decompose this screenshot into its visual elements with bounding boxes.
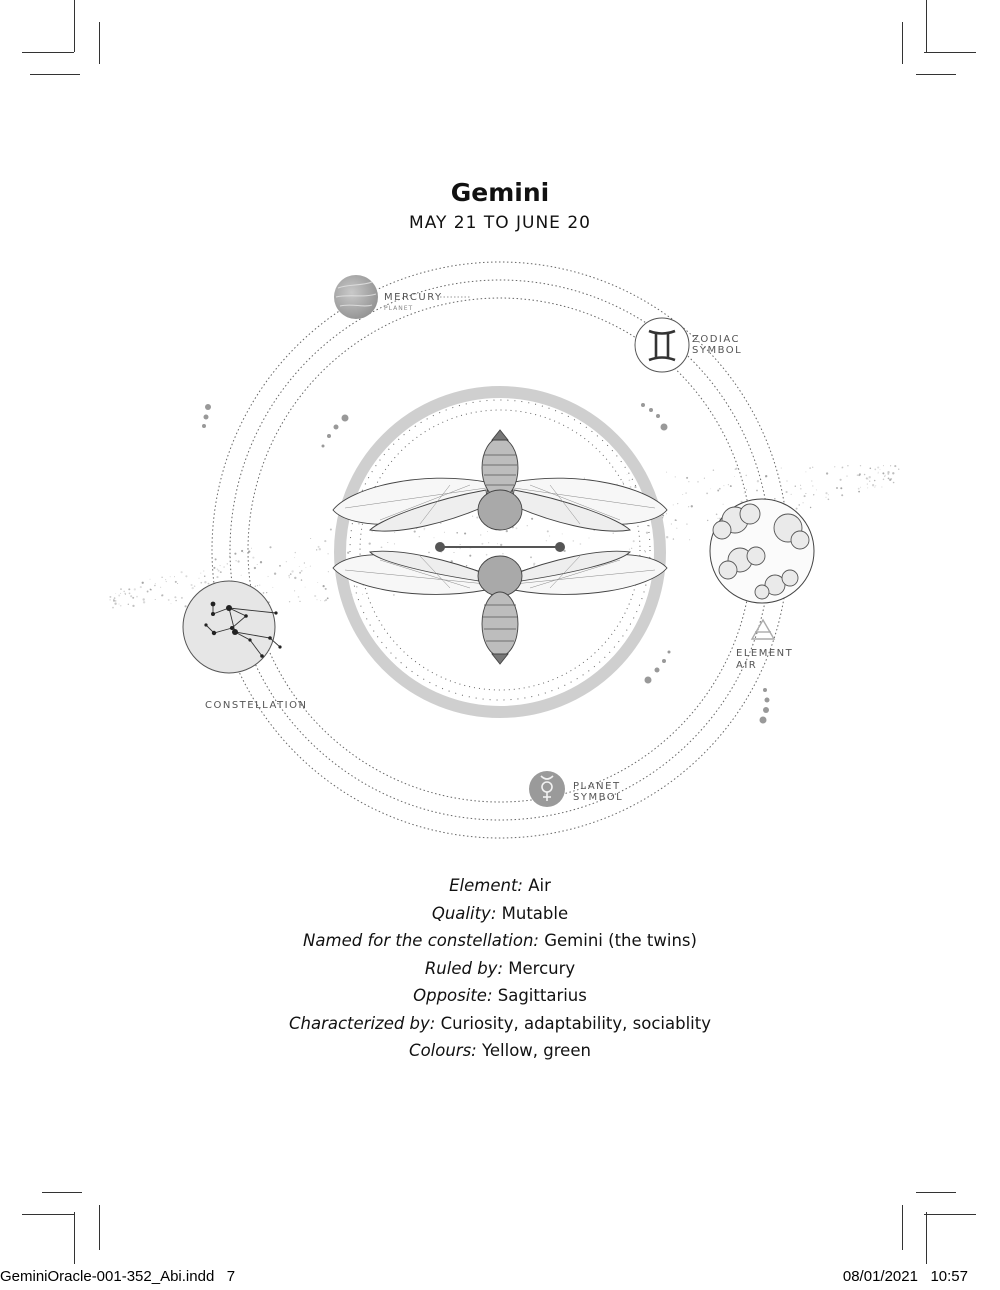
element-label-line2: AIR bbox=[736, 660, 758, 671]
crop-mark bbox=[22, 52, 74, 53]
fact-quality: Quality: Mutable bbox=[431, 903, 569, 923]
fact-colours: Colours: Yellow, green bbox=[409, 1041, 591, 1060]
fact-characterized: Characterized by: Curiosity, adaptability, sociablity bbox=[288, 1013, 711, 1033]
page-title: Gemini bbox=[450, 178, 550, 207]
crop-mark bbox=[902, 22, 903, 64]
fact-element: Element: Air bbox=[449, 876, 551, 895]
crop-mark bbox=[916, 1192, 956, 1193]
planet-symbol-badge bbox=[529, 771, 565, 807]
mercury-caption: PLANET bbox=[384, 305, 414, 312]
zodiac-symbol-badge bbox=[635, 318, 689, 372]
zodiac-label-line1: ZODIAC bbox=[692, 334, 741, 345]
crop-mark bbox=[99, 1205, 100, 1250]
crop-mark bbox=[22, 1214, 74, 1215]
constellation-label: CONSTELLATION bbox=[205, 700, 308, 711]
crop-mark bbox=[926, 0, 927, 52]
element-label-line1: ELEMENT bbox=[736, 648, 794, 659]
twin-connector bbox=[435, 542, 565, 552]
fact-opposite: Opposite: Sagittarius bbox=[413, 986, 587, 1005]
slug-timestamp: 08/01/2021 10:57 bbox=[842, 1268, 968, 1285]
mercury-label: MERCURY bbox=[384, 292, 443, 303]
fact-ruler: Ruled by: Mercury bbox=[424, 958, 576, 978]
planet-symbol-label-line2: SYMBOL bbox=[573, 792, 624, 803]
sign-facts bbox=[0, 872, 1000, 1065]
crop-mark bbox=[99, 22, 100, 64]
date-range: MAY 21 TO JUNE 20 bbox=[409, 213, 591, 233]
orbit-ring-inner bbox=[248, 298, 752, 802]
crop-mark bbox=[916, 74, 956, 75]
planet-symbol-label-line1: PLANET bbox=[573, 781, 621, 792]
crop-mark bbox=[74, 0, 75, 52]
orbit-ring-middle bbox=[230, 280, 770, 820]
constellation-badge bbox=[183, 581, 282, 673]
crop-mark bbox=[74, 1212, 75, 1264]
crop-mark bbox=[30, 74, 80, 75]
air-element-icon bbox=[752, 620, 774, 639]
crop-mark bbox=[924, 1214, 976, 1215]
slug-filename: GeminiOracle-001-352_Abi.indd 7 bbox=[0, 1268, 236, 1285]
crop-mark bbox=[926, 1212, 927, 1264]
element-air-badge bbox=[710, 499, 814, 639]
crop-mark bbox=[902, 1205, 903, 1250]
crop-mark bbox=[42, 1192, 82, 1193]
crop-mark bbox=[924, 52, 976, 53]
gemini-diagram bbox=[0, 240, 1000, 840]
fact-constellation: Named for the constellation: Gemini (the twins) bbox=[303, 931, 697, 950]
zodiac-label-line2: SYMBOL bbox=[692, 345, 743, 356]
